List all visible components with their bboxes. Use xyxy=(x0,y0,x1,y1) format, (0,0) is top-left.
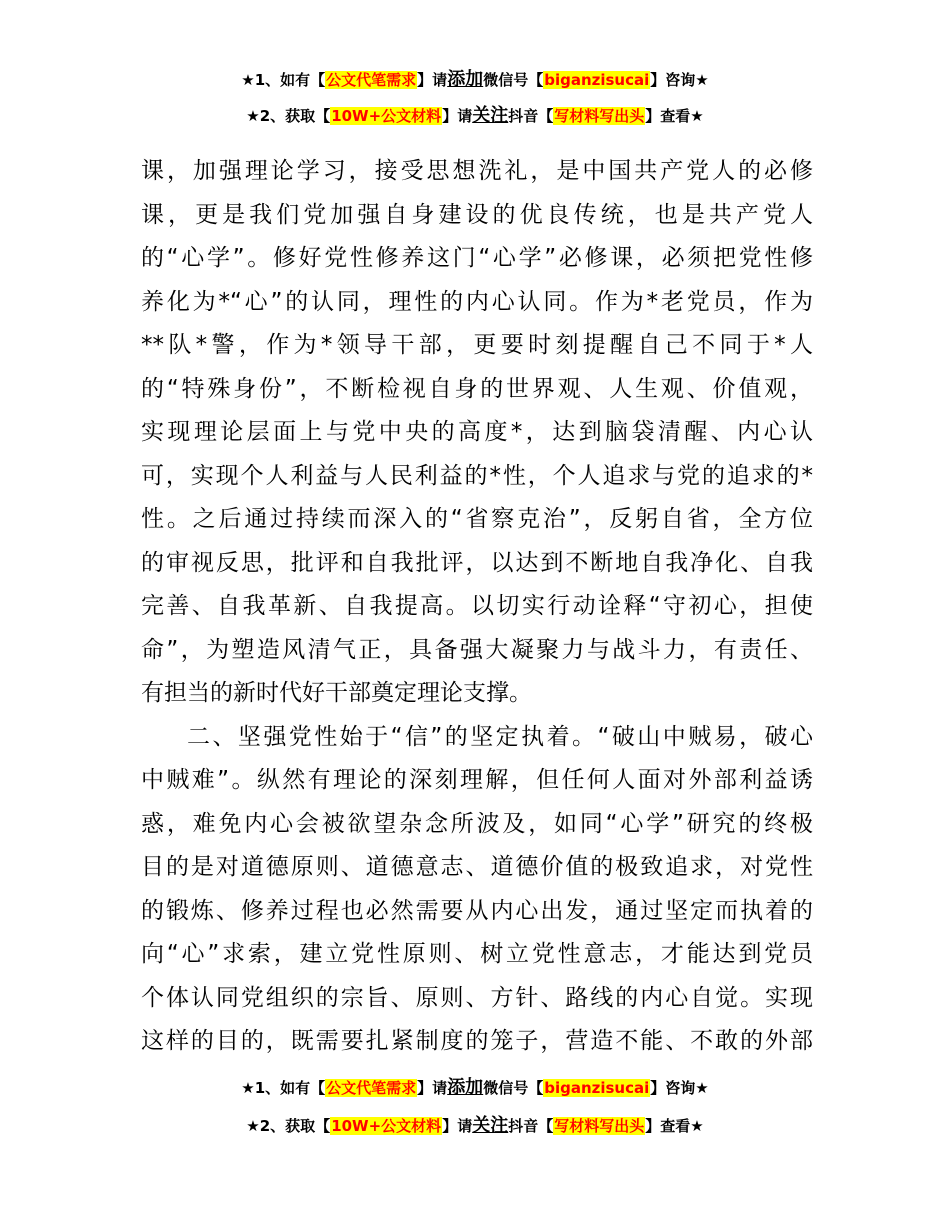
text-line: 可，实现个人利益与人民利益的*性，个人追求与党的追求的* xyxy=(141,462,813,489)
text-line: 命”，为塑造风清气正，具备强大凝聚力与战斗力，有责任、 xyxy=(141,636,813,663)
text-line: 养化为*“心”的认同，理性的内心认同。作为*老党员，作为 xyxy=(141,288,813,315)
banner-text: 微信号【 xyxy=(483,71,544,89)
text-line: 个体认同党组织的宗旨、原则、方针、路线的内心自觉。实现 xyxy=(141,984,813,1011)
paragraph-1 xyxy=(141,150,813,716)
text-line: 的锻炼、修养过程也必然需要从内心出发，通过坚定而执着的 xyxy=(141,897,813,924)
banner-text: 抖音【 xyxy=(508,107,554,125)
banner-text: 】查看★ xyxy=(645,107,704,125)
text-line: 完善、自我革新、自我提高。以切实行动诠释“守初心，担使 xyxy=(141,593,813,619)
banner-highlight: 公文代笔需求 xyxy=(326,1079,417,1097)
text-line: 向“心”求索，建立党性原则、树立党性意志，才能达到党员 xyxy=(141,941,813,967)
banner-emphasis: 关注 xyxy=(472,105,509,126)
text-line: 目的是对道德原则、道德意志、道德价值的极致追求，对党性 xyxy=(141,854,813,880)
top-banner-line-2 xyxy=(0,106,950,126)
text-line: 的“特殊身份”，不断检视自身的世界观、人生观、价值观， xyxy=(141,375,813,402)
text-line: **队*警，作为*领导干部，更要时刻提醒自己不同于*人 xyxy=(141,332,813,358)
banner-wechat-id: biganzisucai xyxy=(544,1079,650,1097)
document-body xyxy=(141,150,813,1064)
banner-highlight: 10W+公文材料 xyxy=(331,1117,442,1135)
banner-douyin-id: 写材料写出头 xyxy=(554,107,645,125)
text-line: 有担当的新时代好干部奠定理论支撑。 xyxy=(141,680,532,706)
text-line: 二、坚强党性始于“信”的坚定执着。“破山中贼易，破心 xyxy=(187,723,813,750)
paragraph-2 xyxy=(141,716,813,1064)
text-line: 惑，难免内心会被欲望杂念所波及，如同“心学”研究的终极 xyxy=(141,810,813,837)
text-line: 中贼难”。纵然有理论的深刻理解，但任何人面对外部利益诱 xyxy=(141,767,813,793)
banner-text: 】请 xyxy=(442,1117,473,1135)
text-line: 的“心学”。修好党性修养这门“心学”必修课，必须把党性修 xyxy=(141,245,813,271)
banner-emphasis: 关注 xyxy=(472,1115,509,1136)
banner-text: 】查看★ xyxy=(645,1117,704,1135)
text-line: 这样的目的，既需要扎紧制度的笼子，营造不能、不敢的外部 xyxy=(141,1028,813,1054)
banner-text: ★2、获取【 xyxy=(246,107,331,125)
banner-text: 】咨询★ xyxy=(650,1079,709,1097)
banner-highlight: 10W+公文材料 xyxy=(331,107,442,125)
text-line: 的审视反思，批评和自我批评，以达到不断地自我净化、自我 xyxy=(141,549,813,576)
bottom-banner-line-1 xyxy=(0,1078,950,1098)
banner-text: 微信号【 xyxy=(483,1079,544,1097)
banner-wechat-id: biganzisucai xyxy=(544,71,650,89)
banner-text: ★1、如有【 xyxy=(241,71,326,89)
banner-douyin-id: 写材料写出头 xyxy=(554,1117,645,1135)
top-banner-line-1 xyxy=(0,70,950,90)
text-line: 性。之后通过持续而深入的“省察克治”，反躬自省，全方位 xyxy=(141,506,813,532)
banner-text: ★1、如有【 xyxy=(241,1079,326,1097)
banner-text: ★2、获取【 xyxy=(246,1117,331,1135)
banner-highlight: 公文代笔需求 xyxy=(326,71,417,89)
banner-text: 】请 xyxy=(417,1079,448,1097)
banner-text: 抖音【 xyxy=(508,1117,554,1135)
text-line: 实现理论层面上与党中央的高度*，达到脑袋清醒、内心认 xyxy=(141,419,813,445)
banner-emphasis: 添加 xyxy=(447,69,484,90)
banner-text: 】请 xyxy=(442,107,473,125)
banner-emphasis: 添加 xyxy=(447,1077,484,1098)
text-line: 课，加强理论学习，接受思想洗礼，是中国共产党人的必修 xyxy=(141,158,813,184)
bottom-banner-line-2 xyxy=(0,1116,950,1136)
banner-text: 】请 xyxy=(417,71,448,89)
text-line: 课，更是我们党加强自身建设的优良传统，也是共产党人 xyxy=(141,201,813,228)
banner-text: 】咨询★ xyxy=(650,71,709,89)
